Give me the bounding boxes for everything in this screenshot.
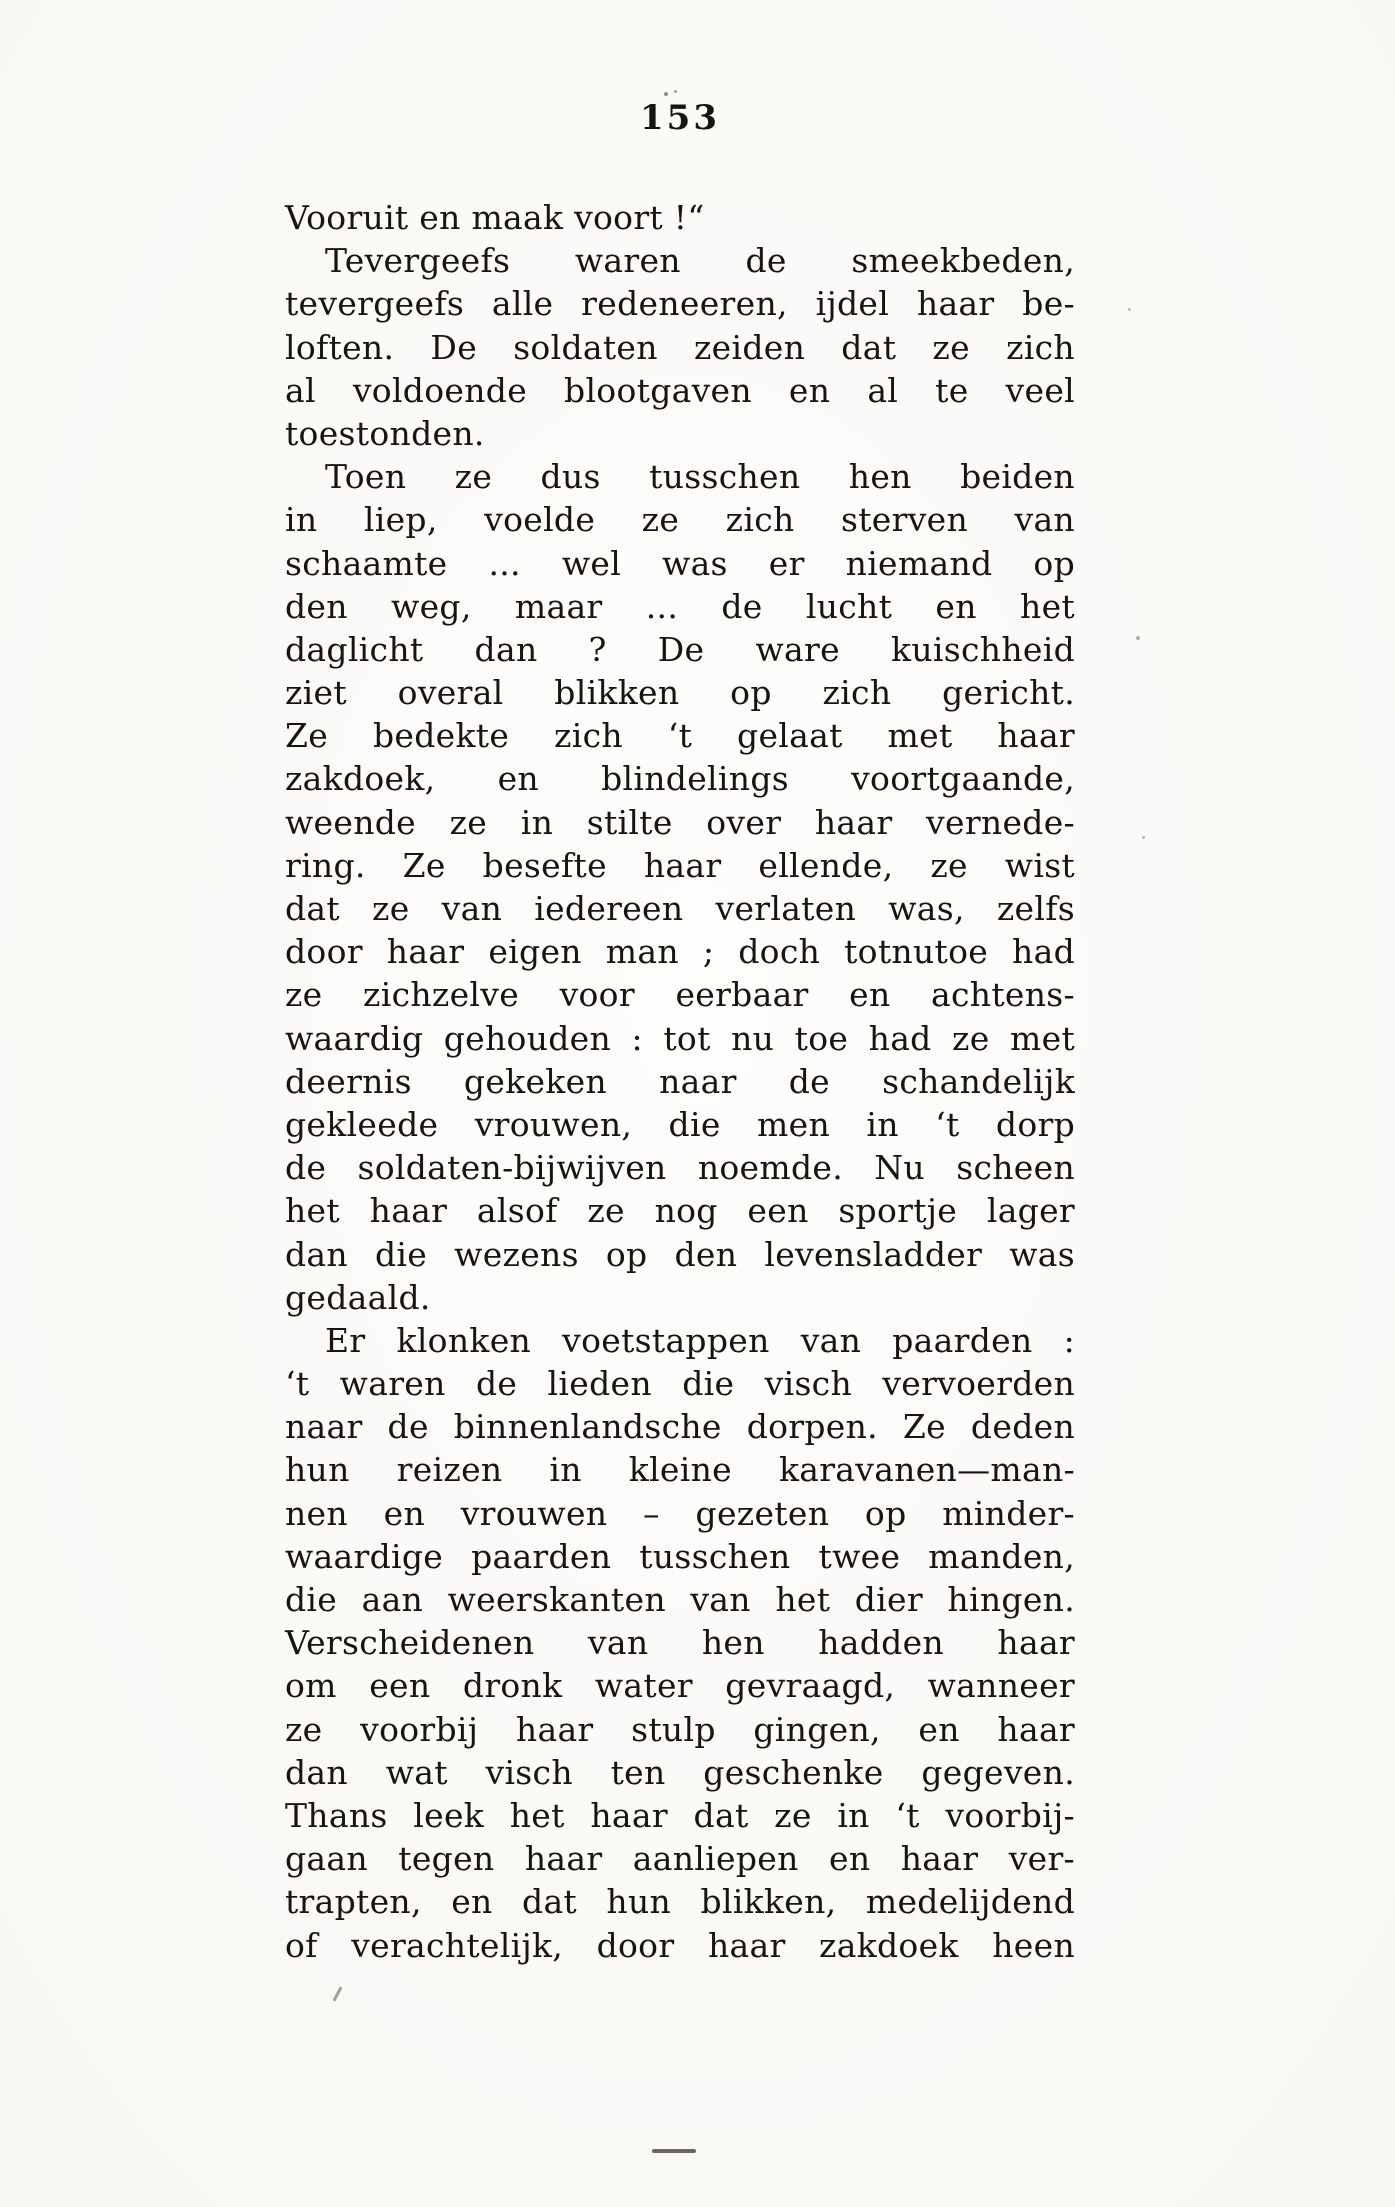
text-line: deernis gekeken naar de schandelijk [285, 1061, 1075, 1101]
text-line: ring. Ze besefte haar ellende, ze wist [285, 845, 1075, 885]
text-line: den weg, maar ... de lucht en het [285, 586, 1075, 626]
scan-artifact [1136, 636, 1140, 640]
text-line: in liep, voelde ze zich sterven van [285, 500, 1075, 540]
text-line: gaan tegen haar aanliepen en haar ver- [285, 1839, 1075, 1879]
text-line: of verachtelijk, door haar zakdoek heen [285, 1925, 1075, 1965]
text-line: al voldoende blootgaven en al te veel [285, 370, 1075, 410]
text-line: door haar eigen man ; doch totnutoe had [285, 932, 1075, 972]
text-line: schaamte ... wel was er niemand op [285, 543, 1075, 583]
text-line: die aan weerskanten van het dier hingen. [285, 1580, 1075, 1619]
text-line: tevergeefs alle redeneeren, ijdel haar be- [285, 284, 1075, 324]
text-line: Ze bedekte zich ‘t gelaat met haar [285, 716, 1075, 756]
text-line: om een dronk water gevraagd, wanneer [285, 1666, 1075, 1706]
text-line: toestonden. [285, 413, 485, 453]
text-line: Tevergeefs waren de smeekbeden, [325, 241, 1075, 281]
scan-artifact [332, 1986, 342, 2002]
page-text [285, 196, 1075, 1967]
text-line: waardige paarden tusschen twee manden, [285, 1536, 1075, 1576]
text-line: gedaald. [285, 1277, 431, 1317]
text-line: waardig gehouden : tot nu toe had ze met [285, 1018, 1075, 1058]
scan-artifact [674, 90, 677, 93]
text-line: dan die wezens op den levensladder was [285, 1234, 1075, 1274]
scan-artifact [664, 92, 668, 96]
text-line: gekleede vrouwen, die men in ‘t dorp [285, 1104, 1075, 1144]
text-line: trapten, en dat hun blikken, medelijdend [285, 1882, 1075, 1922]
text-line: nen en vrouwen – gezeten op minder- [285, 1493, 1075, 1533]
text-line: Er klonken voetstappen van paarden : [325, 1320, 1075, 1360]
text-line: daglicht dan ? De ware kuischheid [285, 629, 1075, 669]
text-line: ‘t waren de lieden die visch vervoerden [285, 1364, 1075, 1404]
text-line: ze voorbij haar stulp gingen, en haar [285, 1709, 1075, 1749]
text-line: zakdoek, en blindelings voortgaande, [285, 759, 1075, 799]
scan-artifact [652, 2149, 696, 2153]
text-line: Vooruit en maak voort !“ [285, 198, 705, 237]
text-line: loften. De soldaten zeiden dat ze zich [285, 327, 1075, 367]
text-line: Thans leek het haar dat ze in ‘t voorbij- [285, 1795, 1075, 1835]
scan-artifact [1142, 836, 1145, 839]
text-line: Verscheidenen van hen hadden haar [285, 1623, 1075, 1663]
text-line: weende ze in stilte over haar vernede- [285, 802, 1075, 842]
page-number: 153 [640, 98, 720, 138]
text-line: dat ze van iedereen verlaten was, zelfs [285, 889, 1075, 928]
scan-artifact [1128, 308, 1131, 311]
text-line: Toen ze dus tusschen hen beiden [325, 457, 1075, 497]
text-line: hun reizen in kleine karavanen—man- [285, 1450, 1075, 1490]
text-line: het haar alsof ze nog een sportje lager [285, 1191, 1075, 1231]
text-line: de soldaten-bijwijven noemde. Nu scheen [285, 1148, 1075, 1188]
text-line: naar de binnenlandsche dorpen. Ze deden [285, 1407, 1075, 1447]
text-line: dan wat visch ten geschenke gegeven. [285, 1752, 1075, 1792]
text-line: ze zichzelve voor eerbaar en achtens- [285, 975, 1075, 1015]
text-line: ziet overal blikken op zich gericht. [285, 673, 1075, 713]
